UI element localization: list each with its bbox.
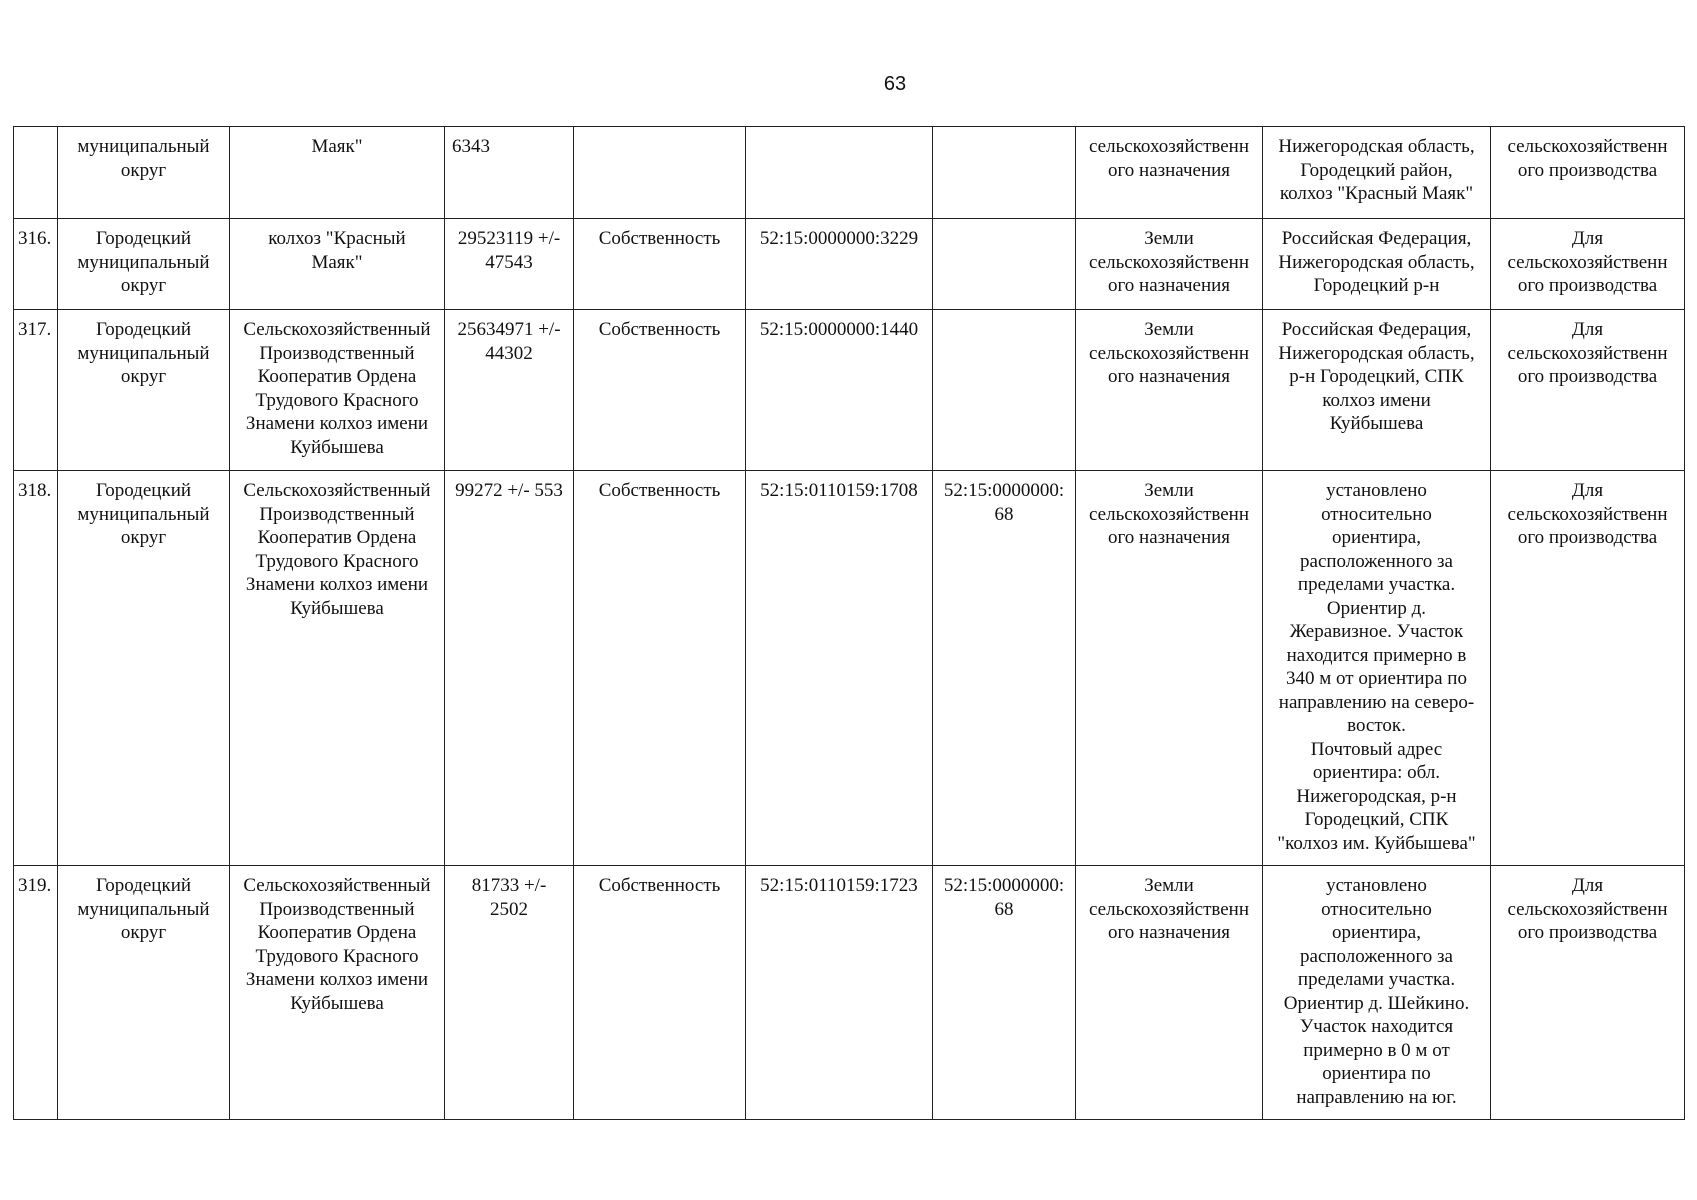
table-row	[14, 866, 1685, 1120]
area-text: 25634971 +/- 44302	[457, 319, 561, 364]
area-cell	[445, 471, 574, 866]
parent-cadastral-cell	[933, 219, 1076, 310]
category-text: Земли сельскохозяйственн ого назначения	[1088, 228, 1250, 296]
parent-cadastral-cell	[933, 310, 1076, 471]
row-number: 319.	[18, 875, 52, 896]
category-cell	[1076, 866, 1263, 1120]
district-cell	[58, 866, 230, 1120]
owner-cell	[230, 310, 445, 471]
owner-text: Сельскохозяйственный Производственный Кооператив Ордена Трудового Красного Знамени колхоз имени Куйбышева	[243, 319, 431, 458]
area-cell	[445, 866, 574, 1120]
row-number-cell	[14, 310, 58, 471]
use-cell	[1491, 310, 1685, 471]
row-number: 316.	[18, 228, 52, 249]
use-cell	[1491, 471, 1685, 866]
row-number-cell	[14, 866, 58, 1120]
use-cell	[1491, 127, 1685, 219]
address-text: Российская Федерация, Нижегородская область, р-н Городецкий, СПК колхоз имени Куйбышева	[1278, 319, 1475, 434]
page-number: 63	[883, 73, 907, 95]
right-text: Собственность	[598, 875, 721, 896]
address-cell	[1263, 471, 1491, 866]
district-text: муниципальный округ	[77, 136, 210, 181]
district-text: Городецкий муниципальный округ	[77, 480, 210, 548]
category-cell	[1076, 310, 1263, 471]
table-row	[14, 310, 1685, 471]
cadastral-number: 52:15:0110159:1723	[760, 875, 918, 896]
cadastral-number: 52:15:0110159:1708	[760, 480, 918, 501]
district-cell	[58, 310, 230, 471]
right-cell	[574, 219, 746, 310]
category-text: Земли сельскохозяйственн ого назначения	[1088, 480, 1250, 548]
owner-text: колхоз "Красный Маяк"	[268, 228, 406, 273]
table-row	[14, 127, 1685, 219]
address-cell	[1263, 127, 1491, 219]
owner-cell	[230, 219, 445, 310]
row-number: 317.	[18, 319, 52, 340]
category-text: сельскохозяйственн ого назначения	[1088, 136, 1250, 181]
parent-cadastral-cell	[933, 471, 1076, 866]
category-cell	[1076, 127, 1263, 219]
use-text: Для сельскохозяйственн ого производства	[1507, 480, 1668, 548]
cadastral-cell	[746, 219, 933, 310]
land-registry-table	[13, 126, 1685, 1120]
category-cell	[1076, 471, 1263, 866]
row-number-cell	[14, 127, 58, 219]
table-row	[14, 471, 1685, 866]
cadastral-cell	[746, 310, 933, 471]
use-cell	[1491, 866, 1685, 1120]
district-text: Городецкий муниципальный округ	[77, 319, 210, 387]
owner-cell	[230, 127, 445, 219]
address-text: установлено относительно ориентира, расположенного за пределами участка. Ориентир д. Жеравизное. Участок находится примерно в 340 м от ориентира по направлению на северо- восток. Почтовый адрес ориентира: обл. Нижегородская, р-н Городецкий, СПК "колхоз им. Куйбышева"	[1277, 480, 1476, 854]
cadastral-cell	[746, 471, 933, 866]
district-cell	[58, 471, 230, 866]
owner-cell	[230, 471, 445, 866]
cadastral-number: 52:15:0000000:1440	[759, 319, 919, 340]
right-cell	[574, 127, 746, 219]
use-text: сельскохозяйственн ого производства	[1507, 136, 1668, 181]
district-text: Городецкий муниципальный округ	[77, 228, 210, 296]
right-cell	[574, 866, 746, 1120]
cadastral-cell	[746, 127, 933, 219]
category-text: Земли сельскохозяйственн ого назначения	[1088, 875, 1250, 943]
cadastral-number: 52:15:0000000:3229	[759, 228, 919, 249]
use-text: Для сельскохозяйственн ого производства	[1507, 319, 1668, 387]
address-text: Российская Федерация, Нижегородская область, Городецкий р-н	[1278, 228, 1475, 296]
area-text: 29523119 +/- 47543	[457, 228, 561, 273]
area-text: 99272 +/- 553	[455, 480, 563, 501]
address-text: Нижегородская область, Городецкий район, колхоз "Красный Маяк"	[1278, 136, 1475, 204]
owner-text: Сельскохозяйственный Производственный Кооператив Ордена Трудового Красного Знамени колхоз имени Куйбышева	[243, 875, 431, 1014]
table-row	[14, 219, 1685, 310]
cadastral-cell	[746, 866, 933, 1120]
use-cell	[1491, 219, 1685, 310]
category-text: Земли сельскохозяйственн ого назначения	[1088, 319, 1250, 387]
district-text: Городецкий муниципальный округ	[77, 875, 210, 943]
right-cell	[574, 471, 746, 866]
area-text: 6343	[452, 136, 490, 157]
owner-cell	[230, 866, 445, 1120]
area-cell	[445, 127, 574, 219]
parent-cadastral-cell	[933, 127, 1076, 219]
use-text: Для сельскохозяйственн ого производства	[1507, 875, 1668, 943]
address-cell	[1263, 219, 1491, 310]
row-number: 318.	[18, 480, 52, 501]
address-text: установлено относительно ориентира, расположенного за пределами участка. Ориентир д. Шейкино. Участок находится примерно в 0 м от ориентира по направлению на юг.	[1283, 875, 1470, 1108]
parent-cadastral-number: 52:15:0000000: 68	[943, 875, 1065, 920]
right-cell	[574, 310, 746, 471]
owner-text: Сельскохозяйственный Производственный Кооператив Ордена Трудового Красного Знамени колхоз имени Куйбышева	[243, 480, 431, 619]
district-cell	[58, 219, 230, 310]
area-cell	[445, 310, 574, 471]
category-cell	[1076, 219, 1263, 310]
parent-cadastral-cell	[933, 866, 1076, 1120]
parent-cadastral-number: 52:15:0000000: 68	[943, 480, 1065, 525]
right-text: Собственность	[598, 480, 721, 501]
use-text: Для сельскохозяйственн ого производства	[1507, 228, 1668, 296]
area-cell	[445, 219, 574, 310]
row-number-cell	[14, 219, 58, 310]
address-cell	[1263, 866, 1491, 1120]
right-text: Собственность	[598, 319, 721, 340]
owner-text: Маяк"	[311, 136, 363, 157]
address-cell	[1263, 310, 1491, 471]
area-text: 81733 +/- 2502	[471, 875, 547, 920]
district-cell	[58, 127, 230, 219]
right-text: Собственность	[598, 228, 721, 249]
row-number-cell	[14, 471, 58, 866]
